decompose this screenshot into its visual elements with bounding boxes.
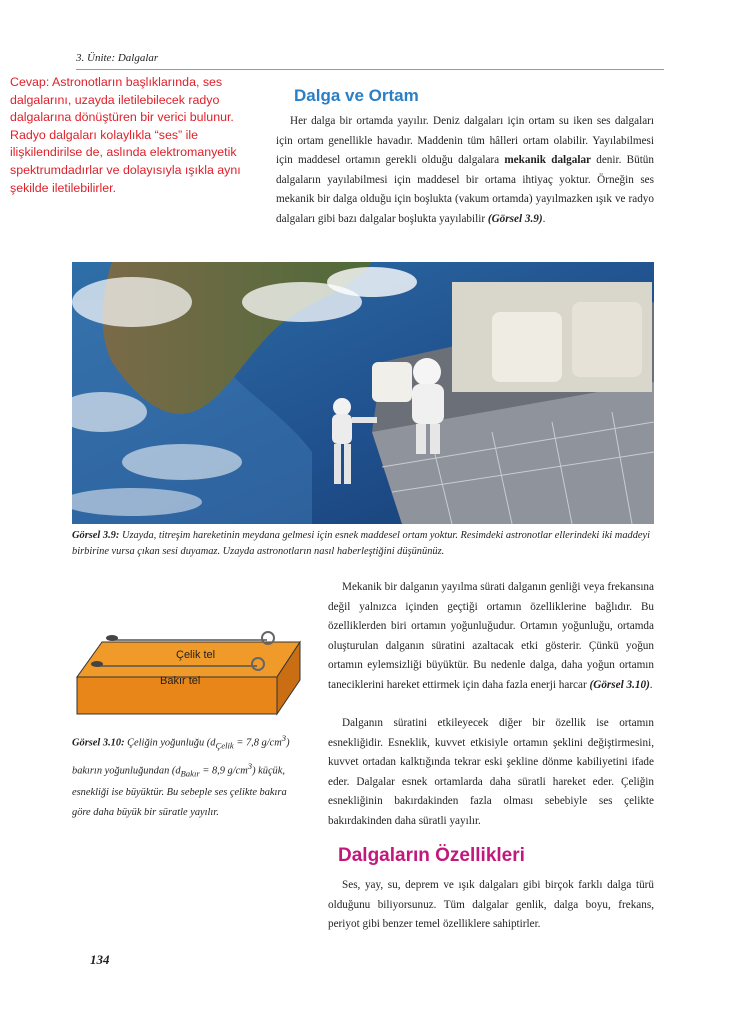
figure-caption-3-10: Görsel 3.10: Çeliğin yoğunluğu ($d_{Çelik} = 7,8$ $g/cm^3$) bakırın yoğunluğundan ($d_{Bakır} = 8,9$ $g/cm^3$) küçük, esnekliği ise büyüktür. Bu sebeple ses çelikte bakıra göre daha büyük bir süratle yayılır.	[72, 733, 290, 819]
figure-ref: (Görsel 3.10)	[589, 678, 650, 691]
header-divider	[76, 69, 664, 70]
figure-ref: (Görsel 3.9)	[487, 212, 543, 225]
paragraph-wave-medium: Her dalga bir ortamda yayılır. Deniz dalgaları için ortam su iken ses dalgaları için ortam genellikle havadır. Maddenin tüm hâlleri ortam olabilir. Yayılabilmesi için maddesel ortamın gerekli olduğu dalgalara mekanik dalgalar denir. Bütün dalgaların yayılabilmesi için maddesel bir ortama ihtiyaç yoktur. Örneğin ses mekanik bir dalga olduğu için boşlukta (vakum ortamda) yayılmazken ışık ve radyo dalgaları gibi bazı dalgalar boşlukta yayılabilir (Görsel 3.9).	[276, 115, 654, 225]
paragraph-wave-speed: Mekanik bir dalganın yayılma sürati dalganın genliği veya frekansına değil yalnızca içinden geçtiği ortamın özelliklerine bağlıdır. Bu özelliklerden biri ortamın yoğunluğudur. Ortamın yoğunluğu, ortamda oluşturulan dalganın süratini azaltacak etki gösterir. Çünkü yoğun ortamın eylemsizliği büyüktür. Bu nedenle dalga, daha yoğun ortamın taneciklerini hareket ettirmek için daha fazla enerji harcar (Görsel 3.10).	[328, 581, 654, 691]
paragraph-elasticity: Dalganın süratini etkileyecek diğer bir özellik ise ortamın esnekliğidir. Esneklik, kuvvet etkisiyle ortamın şeklini değiştirmesini, kuvvet ortadan kalktığında tekrar eski şekline dönme kabiliyetini ifade eder. Dalgalar esnek ortamlarda daha süratli hareket eder. Çeliğin esnekliğinin bakırdakinden fazla olması sebebiyle ses çelikte bakırdakinden daha süratli yayılır.	[328, 717, 654, 827]
spacewalk-illustration	[72, 262, 654, 524]
wire-label-copper: Bakır tel	[160, 675, 201, 687]
paragraph-wave-properties: Ses, yay, su, deprem ve ışık dalgaları gibi birçok farklı dalga türü olduğunu biliyorsunuz. Tüm dalgalar genlik, dalga boyu, frekans, periyot gibi benzer temel özelliklere sahiptirler.	[328, 879, 654, 931]
page-number: 134	[90, 952, 110, 967]
wire-label-steel: Çelik tel	[176, 649, 216, 661]
section-title-wave-medium: Dalga ve Ortam	[294, 86, 419, 105]
term-mechanical-waves: mekanik dalgalar	[504, 154, 592, 167]
wire-board-diagram	[72, 622, 302, 722]
answer-note: Cevap: Astronotların başlıklarında, ses dalgalarını, uzayda iletilebilecek radyo dalgalarına dönüştüren bir verici bulunur. Radyo dalgaları kolaylıkla “ses” ile ilişkilendirilse de, aslında elektromanyetik spektrumdadırlar ve dolayısıyla ışıkla aynı şekilde iletilebilirler.	[10, 75, 241, 195]
unit-header: 3. Ünite: Dalgalar	[76, 52, 159, 64]
astronaut-photo	[72, 262, 654, 524]
section-title-wave-properties: Dalgaların Özellikleri	[338, 845, 525, 866]
figure-caption-3-9: Görsel 3.9: Uzayda, titreşim hareketinin meydana gelmesi için esnek maddesel ortam yoktur. Resimdeki astronotlar ellerindeki iki maddeyi birbirine vursa çıkan sesi duyamaz. Uzayda astronotların nasıl haberleştiğini düşününüz.	[72, 530, 651, 557]
steel-copper-wires-illustration	[72, 622, 302, 722]
